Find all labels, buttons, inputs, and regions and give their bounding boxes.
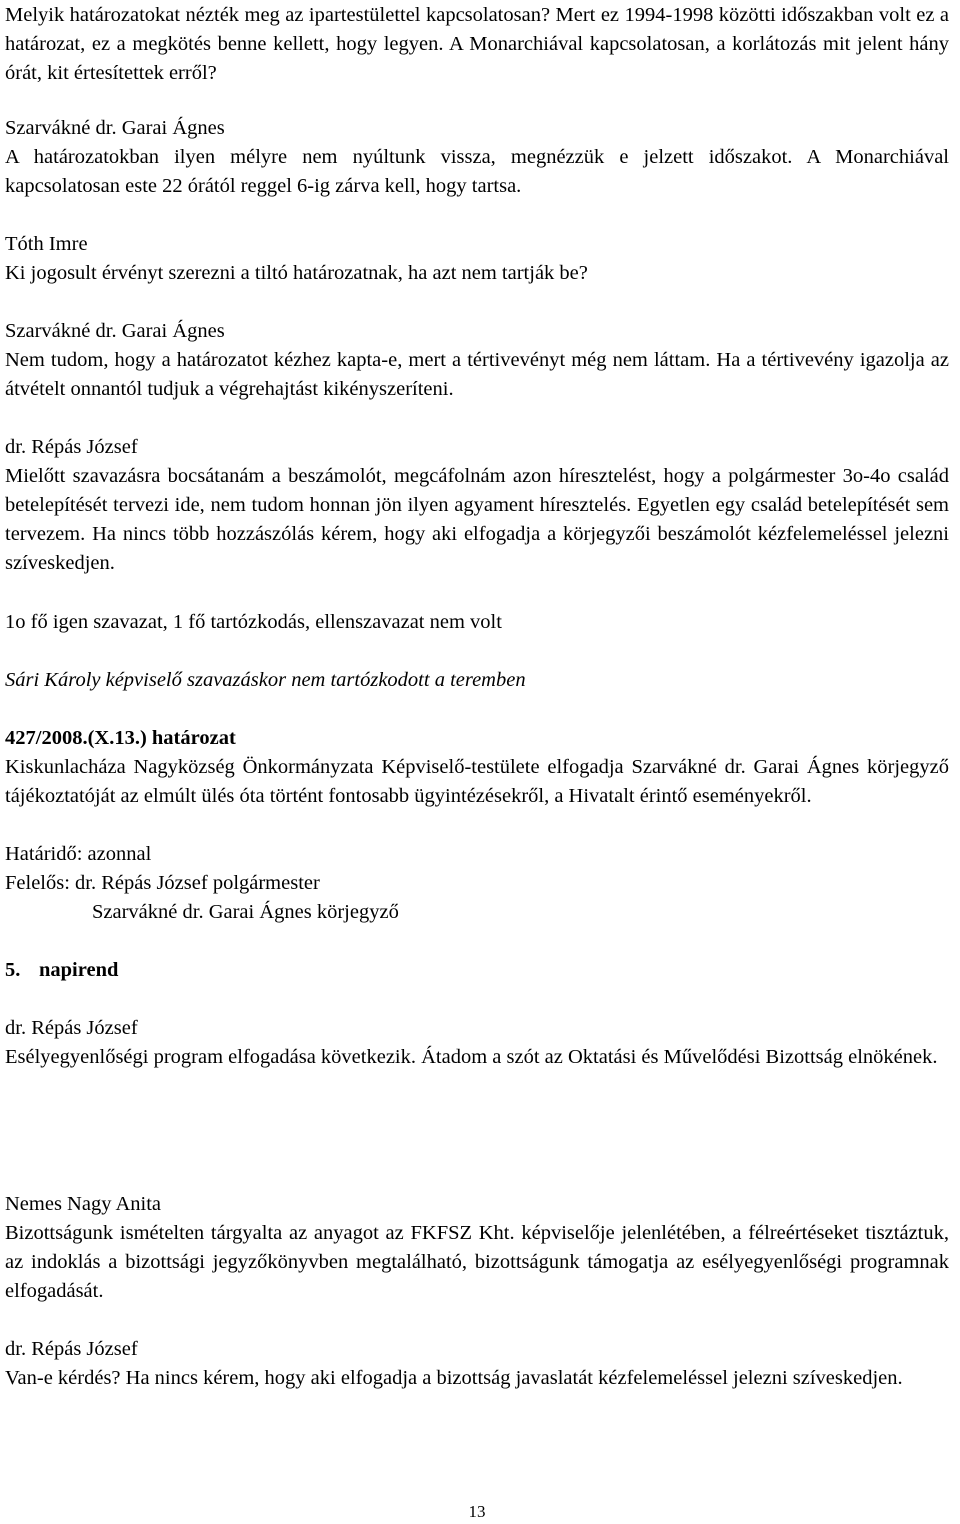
speaker-name: dr. Répás József [5,436,138,458]
agenda-number: 5. [5,959,21,981]
speaker-name: Nemes Nagy Anita [5,1193,161,1215]
agenda-heading [5,956,949,985]
resolution-responsible-second-text: Szarvákné dr. Garai Ágnes körjegyző [92,901,399,923]
page-number: 13 [468,1502,486,1521]
speech-paragraph: Mielőtt szavazásra bocsátanám a beszámolót, megcáfolnám azon híresztelést, hogy a polgármester 3o-4o család betelepítését tervezi ide, nem tudom honnan jön ilyen agyament híresztelés. Egyetlen egy család betelepítését sem tervezem. Ha nincs több hozzászólás kérem, hogy aki elfogadja a körjegyzői beszámolót kézfelemeléssel jelezni szíveskedjen. [5,465,949,574]
speech-paragraph: Esélyegyenlőségi program elfogadása következik. Átadom a szót az Oktatási és Művelődési Bizottság elnökének. [5,1046,938,1068]
speech-paragraph: Bizottságunk ismételten tárgyalta az anyagot az FKFSZ Kht. képviselője jelenlétében, a félreértéseket tisztáztuk, az indoklás a bizottsági jegyzőkönyvben megtalálható, bizottságunk támogatja az esélyegyenlőségi programnak elfogadását. [5,1222,949,1302]
resolution-text: Kiskunlacháza Nagyközség Önkormányzata Képviselő-testülete elfogadja Szarvákné dr. Garai Ágnes körjegyző tájékoztatóját az elmúlt ülés óta történt fontosabb ügyintézésekről, a Hivatalt érintő eseményekről. [5,756,949,807]
resolution-title: 427/2008.(X.13.) határozat [5,727,236,749]
resolution-deadline: Határidő: azonnal [5,843,152,865]
speech-paragraph: A határozatokban ilyen mélyre nem nyúltunk vissza, megnézzük e jelzett időszakot. A Monarchiával kapcsolatosan este 22 órától reggel 6-ig zárva kell, hogy tartsa. [5,146,949,197]
speech-paragraph: Ki jogosult érvényt szerezni a tiltó határozatnak, ha azt nem tartják be? [5,262,588,284]
vote-note: Sári Károly képviselő szavazáskor nem tartózkodott a teremben [5,669,526,691]
speaker-name: Tóth Imre [5,233,88,255]
speech-paragraph: Nem tudom, hogy a határozatot kézhez kapta-e, mert a tértivevényt még nem láttam. Ha a tértivevény igazolja az átvételt onnantól tudjuk a végrehajtást kikényszeríteni. [5,349,949,400]
speaker-name: dr. Répás József [5,1338,138,1360]
resolution-responsible: Felelős: dr. Répás József polgármester [5,872,320,894]
speaker-name: dr. Répás József [5,1017,138,1039]
speaker-name: Szarvákné dr. Garai Ágnes [5,117,225,139]
intro-paragraph: Melyik határozatokat nézték meg az ipartestülettel kapcsolatosan? Mert ez 1994-1998 közötti időszakban volt ez a határozat, ez a megkötés benne kellett, hogy legyen. A Monarchiával kapcsolatosan, a korlátozás mit jelent hány órát, kit értesítettek erről? [5,4,949,84]
speaker-name: Szarvákné dr. Garai Ágnes [5,320,225,342]
vote-result: 1o fő igen szavazat, 1 fő tartózkodás, ellenszavazat nem volt [5,611,502,633]
agenda-label: napirend [39,959,119,981]
resolution-responsible-second [5,898,949,927]
speech-paragraph: Van-e kérdés? Ha nincs kérem, hogy aki elfogadja a bizottság javaslatát kézfelemeléssel jelezni szíveskedjen. [5,1367,903,1389]
